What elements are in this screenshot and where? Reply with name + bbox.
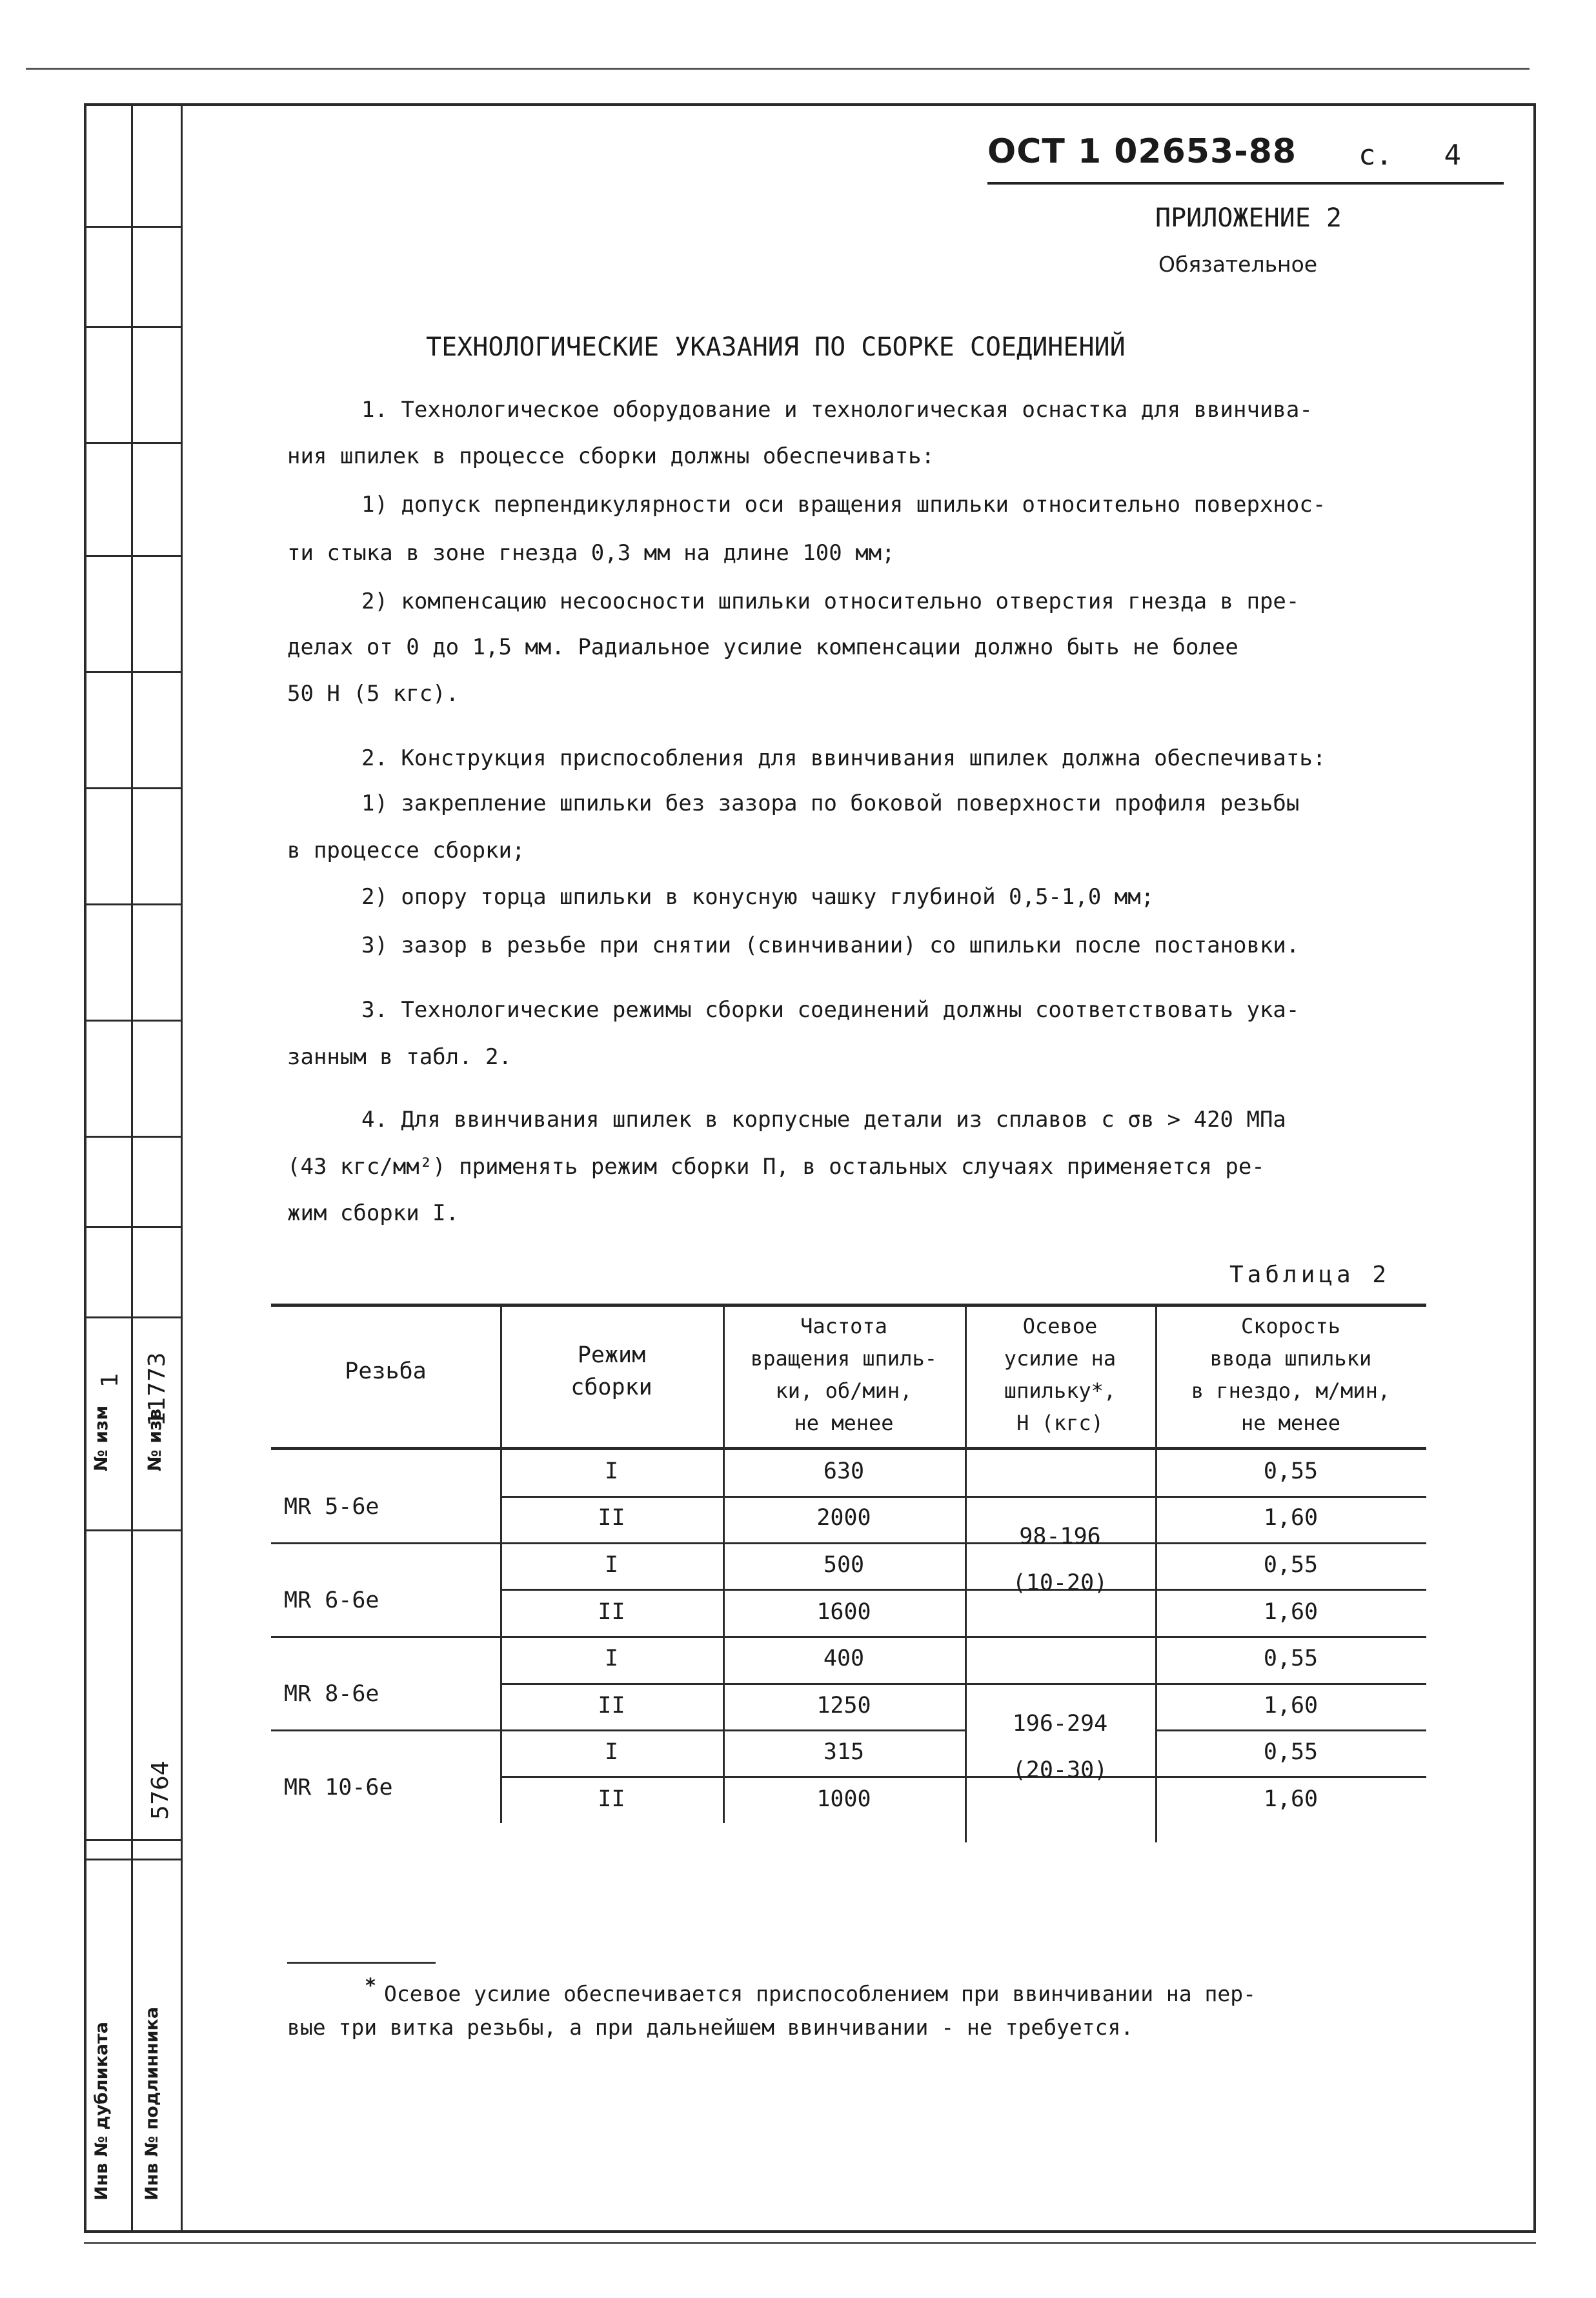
top-border-line	[26, 68, 1530, 70]
frequency-cell: 1000	[816, 1786, 871, 1812]
appendix-status: Обязательное	[1158, 252, 1318, 277]
header-frequency: Частота вращения шпиль- ки, об/мин, не менее	[751, 1314, 937, 1435]
header-insertion-speed: Скорость ввода шпильки в гнездо, м/мин, не менее	[1191, 1314, 1391, 1435]
body-line: ния шпилек в процессе сборки должны обеспечивать:	[287, 443, 935, 469]
body-line: делах от 0 до 1,5 мм. Радиальное усилие компенсации должно быть не более	[287, 634, 1238, 660]
footnote-line: вые три витка резьбы, а при дальнейшем ввинчивании - не требуется.	[287, 2015, 1134, 2040]
header-axial-force: Осевое усилие на шпильку*, Н (кгс)	[1004, 1314, 1116, 1435]
body-line: в процессе сборки;	[287, 838, 525, 863]
body-line: ти стыка в зоне гнезда 0,3 мм на длине 100 мм;	[287, 540, 895, 566]
footnote-line: Осевое усилие обеспечивается приспособлением при ввинчивании на пер-	[384, 1981, 1257, 2006]
document-code: ОСТ 1 02653-88	[987, 132, 1297, 171]
margin-strip	[84, 103, 181, 2233]
body-line: 3. Технологические режимы сборки соединений должны соответствовать ука-	[361, 997, 1300, 1023]
thread-cell: MR 10-6e	[284, 1775, 393, 1800]
mode-cell: I	[604, 1552, 619, 1578]
change-no-value: 1	[97, 1373, 123, 1387]
speed-cell: 1,60	[1263, 1786, 1318, 1812]
notice-no-value: 11773	[144, 1352, 170, 1426]
frequency-cell: 400	[823, 1646, 865, 1671]
section-title: ТЕХНОЛОГИЧЕСКИЕ УКАЗАНИЯ ПО СБОРКЕ СОЕДИНЕНИЙ	[426, 332, 1126, 362]
mode-cell: II	[598, 1786, 625, 1812]
duplicate-inventory-label: Инв № дубликата	[92, 2022, 112, 2201]
body-line: 4. Для ввинчивания шпилек в корпусные детали из сплавов с σв > 420 МПа	[361, 1107, 1286, 1133]
axial-force-group: 196-294 (20-30)	[1012, 1711, 1108, 1783]
body-line: 2. Конструкция приспособления для ввинчивания шпилек должна обеспечивать:	[361, 745, 1326, 771]
table-label: Таблица 2	[1229, 1262, 1391, 1288]
speed-cell: 0,55	[1263, 1739, 1318, 1765]
mode-cell: II	[598, 1505, 625, 1531]
notice-no-label: № изв	[144, 1408, 165, 1471]
frequency-cell: 2000	[816, 1505, 871, 1531]
body-line: 50 Н (5 кгс).	[287, 681, 460, 707]
header-mode: Режим сборки	[571, 1342, 652, 1400]
body-line: 1) допуск перпендикулярности оси вращения шпильки относительно поверхнос-	[361, 492, 1326, 518]
frequency-cell: 1250	[816, 1693, 871, 1718]
mode-cell: I	[604, 1458, 619, 1484]
body-line: жим сборки I.	[287, 1200, 460, 1226]
footnote-rule	[287, 1962, 436, 1964]
original-inventory-label: Инв № подлинника	[142, 2006, 162, 2201]
footnote-mark: *	[365, 1975, 377, 1997]
frequency-cell: 630	[823, 1458, 865, 1484]
body-line: 2) компенсацию несоосности шпильки относительно отверстия гнезда в пре-	[361, 589, 1300, 614]
appendix-label: ПРИЛОЖЕНИЕ 2	[1155, 203, 1342, 233]
thread-cell: MR 8-6e	[284, 1681, 379, 1707]
thread-cell: MR 6-6e	[284, 1587, 379, 1613]
body-line: 1. Технологическое оборудование и технологическая оснастка для ввинчива-	[361, 397, 1313, 423]
inventory-value: 5764	[147, 1760, 174, 1820]
mode-cell: I	[604, 1646, 619, 1671]
change-no-label: № изм	[90, 1405, 112, 1471]
mode-cell: II	[598, 1693, 625, 1718]
body-line: 3) зазор в резьбе при снятии (свинчивании) со шпильки после постановки.	[361, 932, 1300, 958]
speed-cell: 1,60	[1263, 1505, 1318, 1531]
mode-cell: II	[598, 1599, 625, 1625]
body-line: 1) закрепление шпильки без зазора по боковой поверхности профиля резьбы	[361, 791, 1300, 816]
body-line: 2) опору торца шпильки в конусную чашку глубиной 0,5-1,0 мм;	[361, 884, 1155, 910]
frequency-cell: 315	[823, 1739, 865, 1765]
thread-cell: MR 5-6e	[284, 1494, 379, 1520]
header-rule	[987, 182, 1504, 185]
mode-cell: I	[604, 1739, 619, 1765]
assembly-modes-table	[271, 1304, 1426, 1852]
speed-cell: 1,60	[1263, 1599, 1318, 1625]
page-number: с. 4	[1359, 139, 1461, 172]
speed-cell: 0,55	[1263, 1646, 1318, 1671]
frequency-cell: 500	[823, 1552, 865, 1578]
body-line: занным в табл. 2.	[287, 1044, 512, 1070]
frequency-cell: 1600	[816, 1599, 871, 1625]
body-line: (43 кгс/мм²) применять режим сборки П, в остальных случаях применяется ре-	[287, 1154, 1265, 1180]
axial-force-group: 98-196 (10-20)	[1012, 1524, 1108, 1596]
speed-cell: 0,55	[1263, 1552, 1318, 1578]
header-thread: Резьба	[345, 1358, 427, 1384]
speed-cell: 1,60	[1263, 1693, 1318, 1718]
bottom-border-line	[84, 2242, 1536, 2244]
speed-cell: 0,55	[1263, 1458, 1318, 1484]
